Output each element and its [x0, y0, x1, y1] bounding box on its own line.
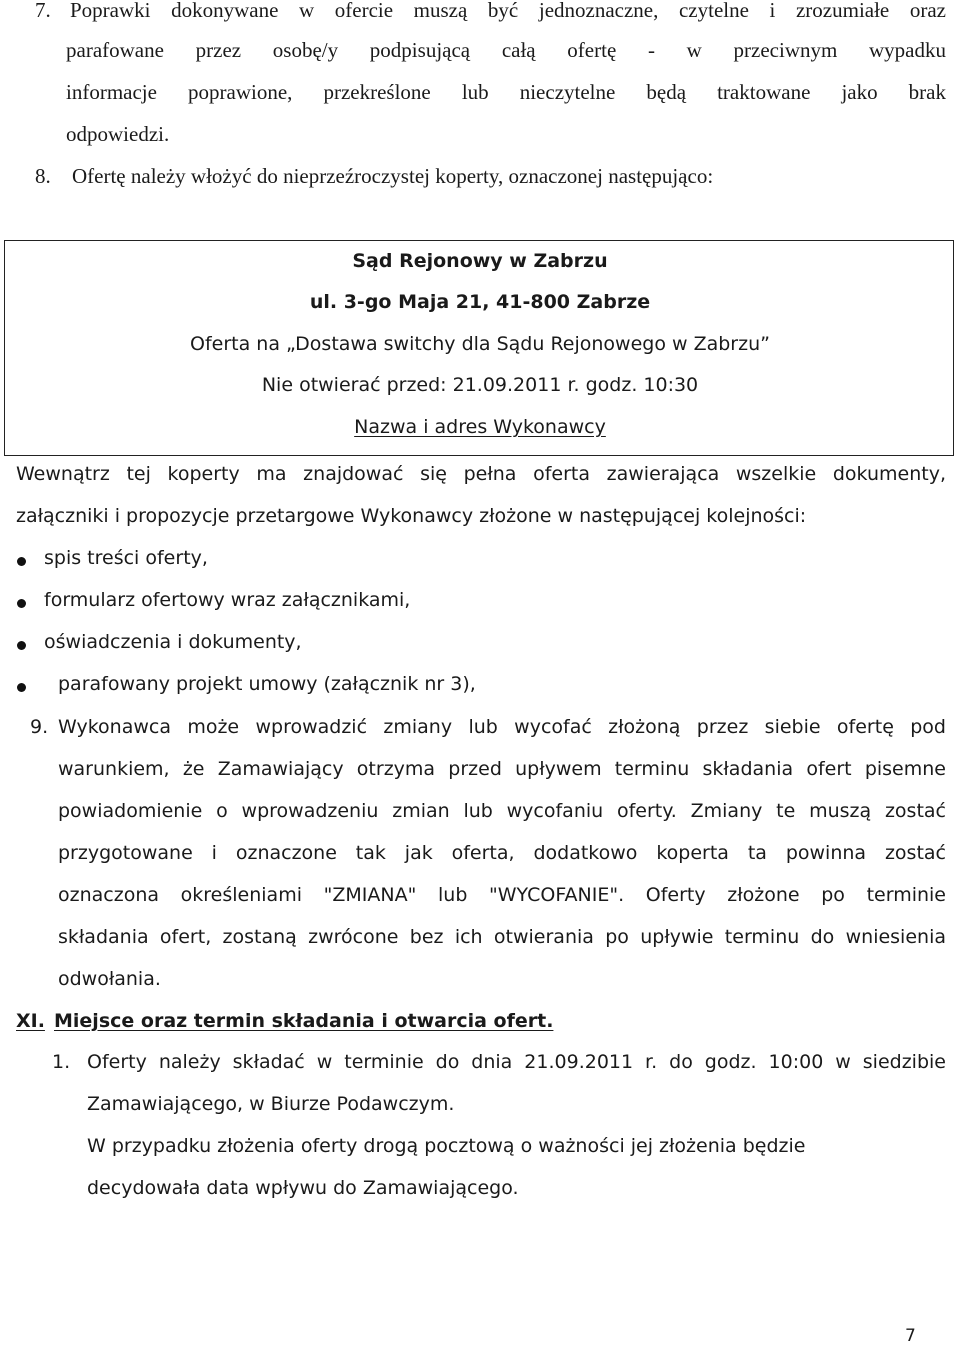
envelope-do-not-open: Nie otwierać przed: 21.09.2011 r. godz. 10:30	[261, 374, 699, 396]
list-item-3: oświadczenia i dokumenty,	[44, 631, 302, 653]
inside-line-2: załączniki i propozycje przetargowe Wykonawcy złożone w następującej kolejności:	[16, 505, 807, 527]
section-xi-number: XI.	[16, 1010, 45, 1032]
bullet-icon	[17, 641, 26, 650]
xi-item-1-number: 1.	[52, 1051, 71, 1073]
list-item-1: spis treści oferty,	[44, 547, 208, 569]
bullet-icon	[17, 599, 26, 608]
envelope-contractor-label: Nazwa i adres Wykonawcy	[354, 416, 606, 438]
bullet-icon	[17, 683, 26, 692]
item-8-text: Ofertę należy włożyć do nieprzeźroczystej koperty, oznaczonej następująco:	[72, 164, 714, 188]
item-7-line-3: informacje poprawione, przekreślone lub nieczytelne będą traktowane jako brak	[66, 80, 946, 104]
envelope-address: ul. 3-go Maja 21, 41-800 Zabrze	[309, 291, 651, 313]
item-9-line-6: składania ofert, zostaną zwrócone bez ich otwierania po upływie terminu do wniesienia	[58, 926, 946, 948]
item-7-line-4: odpowiedzi.	[66, 122, 170, 146]
xi-item-1-line-2: Zamawiającego, w Biurze Podawczym.	[87, 1093, 455, 1115]
list-item-2: formularz ofertowy wraz załącznikami,	[44, 589, 411, 611]
bullet-icon	[17, 557, 26, 566]
item-9-line-7: odwołania.	[58, 968, 161, 990]
item-7-line-1: Poprawki dokonywane w ofercie muszą być jednoznaczne, czytelne i zrozumiałe oraz	[70, 0, 946, 22]
xi-item-1-line-3: W przypadku złożenia oferty drogą pocztową o ważności jej złożenia będzie	[87, 1135, 806, 1157]
item-7-number: 7.	[35, 0, 51, 22]
item-8-number: 8.	[35, 164, 51, 188]
envelope-offer-title: Oferta na „Dostawa switchy dla Sądu Rejonowego w Zabrzu”	[190, 333, 770, 355]
item-9-number: 9.	[30, 716, 49, 738]
list-item-4: parafowany projekt umowy (załącznik nr 3),	[58, 673, 476, 695]
envelope-court-name: Sąd Rejonowy w Zabrzu	[352, 250, 608, 272]
inside-line-1: Wewnątrz tej koperty ma znajdować się pełna oferta zawierająca wszelkie dokumenty,	[16, 463, 946, 485]
xi-item-1-line-4: decydowała data wpływu do Zamawiającego.	[87, 1177, 519, 1199]
xi-item-1-line-1: Oferty należy składać w terminie do dnia 21.09.2011 r. do godz. 10:00 w siedzibie	[87, 1051, 946, 1073]
item-9-line-1: Wykonawca może wprowadzić zmiany lub wycofać złożoną przez siebie ofertę pod	[58, 716, 946, 738]
envelope-contractor-name	[0, 416, 960, 438]
item-9-line-4: przygotowane i oznaczone tak jak oferta, dodatkowo koperta ta powinna zostać	[58, 842, 946, 864]
item-9-line-3: powiadomienie o wprowadzeniu zmian lub wycofaniu oferty. Zmiany te muszą zostać	[58, 800, 946, 822]
item-9-line-2: warunkiem, że Zamawiający otrzyma przed upływem terminu składania ofert pisemne	[58, 758, 946, 780]
page-number: 7	[905, 1326, 916, 1346]
section-xi-title: Miejsce oraz termin składania i otwarcia ofert.	[54, 1010, 554, 1032]
item-7-line-2: parafowane przez osobę/y podpisującą całą ofertę - w przeciwnym wypadku	[66, 38, 946, 62]
item-9-line-5: oznaczona określeniami "ZMIANA" lub "WYCOFANIE". Oferty złożone po terminie	[58, 884, 946, 906]
